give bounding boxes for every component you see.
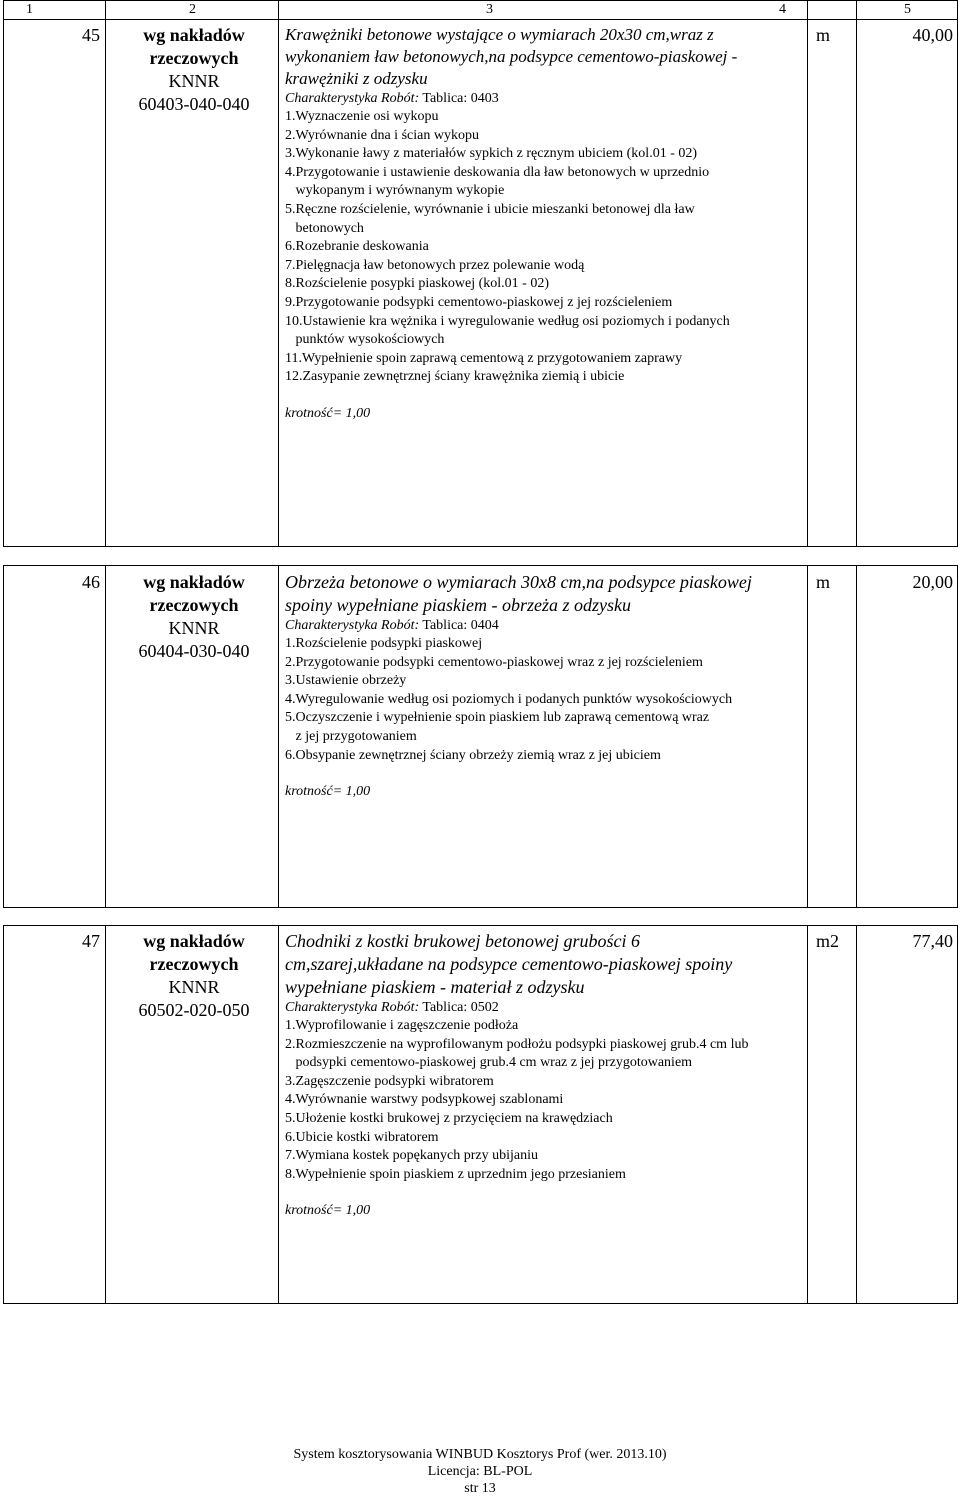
col-header-5: 5 — [904, 2, 911, 17]
step: 8.Wypełnienie spoin piaskiem z uprzednim jego przesianiem — [285, 1166, 626, 1182]
footer-software: System kosztorysowania WINBUD Kosztorys Prof (wer. 2013.10) — [293, 1447, 667, 1462]
col-header-2: 2 — [189, 2, 196, 17]
col-header-1: 1 — [26, 2, 33, 17]
step: 1.Wyprofilowanie i zagęszczenie podłoża — [285, 1018, 519, 1033]
multiplier: krotność= 1,00 — [285, 1203, 371, 1219]
item-title: Krawężniki betonowe wystające o wymiarach 20x30 cm,wraz z wykonaniem ław betonowych,na podsypce cementowo-piaskowej - krawężniki z odzysku — [285, 25, 738, 88]
column-divider — [105, 20, 106, 546]
column-divider — [856, 20, 857, 546]
column-divider — [105, 1, 106, 19]
step: 12.Zasypanie zewnętrznej ściany krawężnika ziemią i ubicie — [285, 369, 625, 385]
step: 2.Przygotowanie podsypki cementowo-piaskowej wraz z jej rozścieleniem — [285, 654, 703, 670]
char-label: Charakterystyka Robót: — [285, 618, 420, 633]
step: 6.Ubicie kostki wibratorem — [285, 1129, 439, 1145]
item-quantity: 77,40 — [912, 931, 953, 951]
col-header-4: 4 — [779, 2, 786, 17]
item-number: 45 — [82, 25, 100, 45]
column-divider — [105, 926, 106, 1303]
item-quantity: 40,00 — [912, 25, 953, 45]
item-title: Obrzeża betonowe o wymiarach 30x8 cm,na podsypce piaskowej spoiny wypełniane piaskiem - obrzeża z odzysku — [285, 572, 752, 615]
basis-code: 60502-020-050 — [138, 1000, 250, 1020]
basis-code: 60403-040-040 — [138, 94, 250, 114]
multiplier: krotność= 1,00 — [285, 784, 371, 800]
item-characteristics — [285, 999, 760, 1017]
step: betonowych — [285, 220, 364, 236]
item-unit: m2 — [816, 931, 840, 951]
step: 6.Rozebranie deskowania — [285, 239, 429, 255]
step: 5.Oczyszczenie i wypełnienie spoin piaskiem lub zaprawą cementową wraz — [285, 710, 710, 726]
column-divider — [856, 926, 857, 1303]
column-divider — [278, 20, 279, 546]
multiplier: krotność= 1,00 — [285, 405, 371, 421]
item-basis — [114, 571, 274, 663]
page-number: str 13 — [464, 1481, 496, 1496]
basis-label: wg nakładów rzeczowych — [143, 931, 245, 974]
step: 1.Wyznaczenie osi wykopu — [285, 109, 439, 124]
item-description — [285, 24, 760, 423]
step: 11.Wypełnienie spoin zaprawą cementową z przygotowaniem zaprawy — [285, 350, 683, 366]
footer-license: Licencja: BL-POL — [427, 1464, 533, 1479]
cost-item-46 — [3, 565, 958, 908]
char-label: Charakterystyka Robót: — [285, 91, 420, 106]
column-divider — [807, 926, 808, 1303]
step: 5.Ułożenie kostki brukowej z przycięciem na krawędziach — [285, 1110, 613, 1126]
item-characteristics — [285, 617, 760, 635]
basis-source: KNNR — [168, 618, 220, 638]
column-divider — [278, 926, 279, 1303]
step: wykopanym i wyrównanym wykopie — [285, 183, 505, 199]
step: 6.Obsypanie zewnętrznej ściany obrzeży ziemią wraz z jej ubiciem — [285, 747, 661, 763]
item-number: 46 — [82, 572, 100, 592]
step: 9.Przygotowanie podsypki cementowo-piaskowej z jej rozścieleniem — [285, 294, 673, 310]
step: 3.Ustawienie obrzeży — [285, 673, 407, 689]
column-divider — [856, 1, 857, 19]
column-divider — [278, 566, 279, 907]
column-divider — [807, 566, 808, 907]
basis-label: wg nakładów rzeczowych — [143, 572, 245, 615]
step: 3.Wykonanie ławy z materiałów sypkich z ręcznym ubiciem (kol.01 - 02) — [285, 146, 698, 162]
item-number: 47 — [82, 931, 100, 951]
basis-source: KNNR — [168, 71, 220, 91]
column-divider — [807, 20, 808, 546]
step: 4.Wyregulowanie według osi poziomych i podanych punktów wysokościowych — [285, 691, 733, 707]
page-footer — [0, 1446, 960, 1497]
cost-item-45 — [3, 19, 958, 547]
item-characteristics — [285, 90, 760, 108]
column-header-row — [3, 0, 958, 20]
step: 7.Wymiana kostek popękanych przy ubijaniu — [285, 1148, 539, 1164]
basis-label: wg nakładów rzeczowych — [143, 25, 245, 68]
column-divider — [278, 1, 279, 19]
step: 7.Pielęgnacja ław betonowych przez polewanie wodą — [285, 257, 585, 273]
item-unit: m — [816, 572, 831, 592]
char-value: Tablica: 0502 — [422, 1000, 499, 1015]
item-quantity: 20,00 — [912, 572, 953, 592]
column-divider — [856, 566, 857, 907]
item-description — [285, 930, 760, 1220]
step: 5.Ręczne rozścielenie, wyrównanie i ubicie mieszanki betonowej dla ław — [285, 201, 695, 217]
cost-item-47 — [3, 925, 958, 1304]
step: 4.Przygotowanie i ustawienie deskowania dla ław betonowych w uprzednio — [285, 164, 710, 180]
item-description — [285, 571, 760, 801]
step: 2.Wyrównanie dna i ścian wykopu — [285, 127, 479, 143]
char-value: Tablica: 0403 — [422, 91, 499, 106]
item-title: Chodniki z kostki brukowej betonowej grubości 6 cm,szarej,układane na podsypce cementowo-piaskowej spoiny wypełniane piaskiem - materiał z odzysku — [285, 931, 733, 997]
column-divider — [105, 566, 106, 907]
item-unit: m — [816, 25, 831, 45]
step: 2.Rozmieszczenie na wyprofilowanym podłożu podsypki piaskowej grub.4 cm lub — [285, 1036, 749, 1052]
char-value: Tablica: 0404 — [422, 618, 499, 633]
step: podsypki cementowo-piaskowej grub.4 cm wraz z jej przygotowaniem — [285, 1055, 693, 1071]
basis-source: KNNR — [168, 977, 220, 997]
col-header-3: 3 — [486, 2, 493, 17]
column-divider — [807, 1, 808, 19]
item-basis — [114, 930, 274, 1022]
step: 10.Ustawienie kra wężnika i wyregulowanie według osi poziomych i podanych — [285, 313, 730, 329]
step: 8.Rozścielenie posypki piaskowej (kol.01 - 02) — [285, 276, 550, 292]
basis-code: 60404-030-040 — [138, 641, 250, 661]
item-basis — [114, 24, 274, 116]
step: punktów wysokościowych — [285, 332, 445, 348]
step: z jej przygotowaniem — [285, 728, 417, 744]
char-label: Charakterystyka Robót: — [285, 1000, 420, 1015]
step: 4.Wyrównanie warstwy podsypkowej szablonami — [285, 1092, 564, 1108]
step: 1.Rozścielenie podsypki piaskowej — [285, 636, 483, 651]
step: 3.Zagęszczenie podsypki wibratorem — [285, 1073, 494, 1089]
